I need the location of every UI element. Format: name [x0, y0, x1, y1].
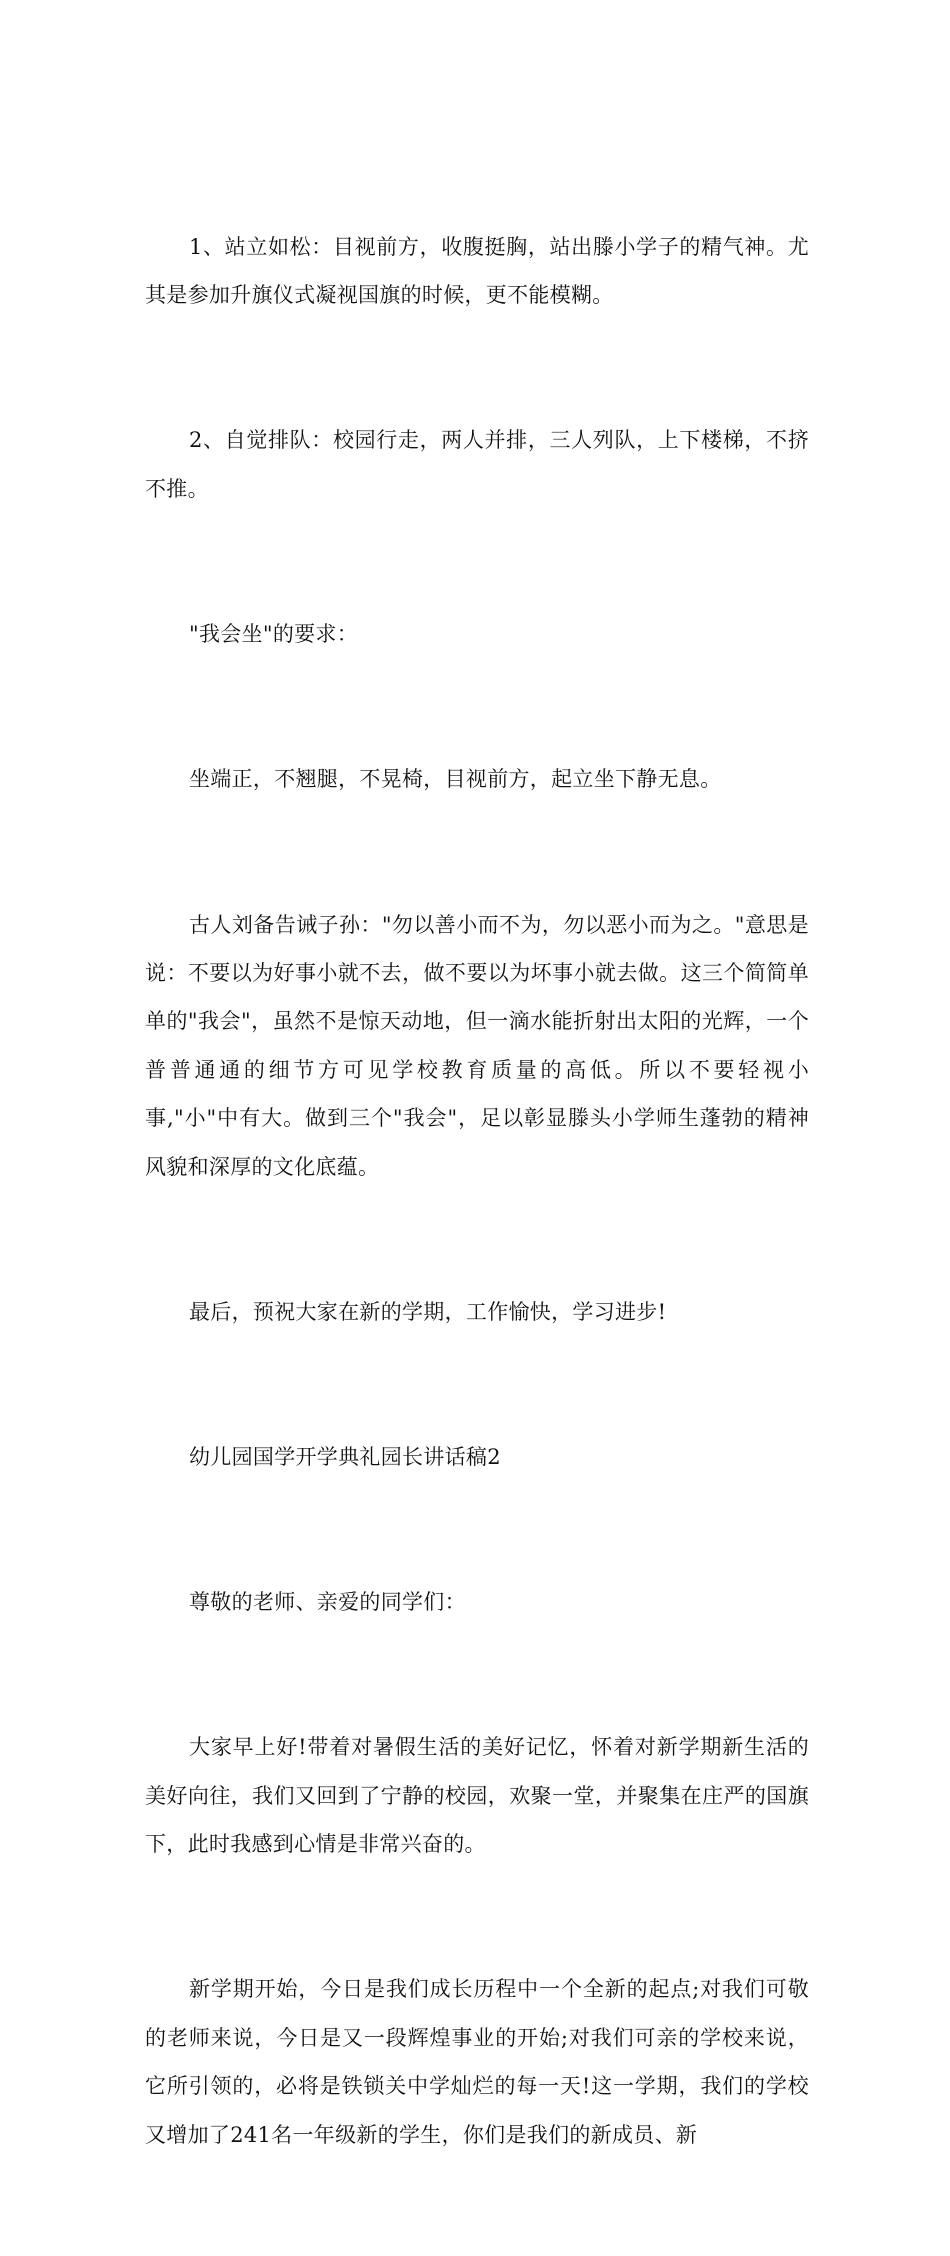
paragraph-6: 最后，预祝大家在新的学期，工作愉快，学习进步! — [189, 1299, 667, 1324]
paragraph-5: 古人刘备告诫子孙："勿以善小而不为，勿以恶小而为之。"意思是说：不要以为好事小就不去，做不要以为坏事小就去做。这三个简简单单的"我会"，虽然不是惊天动地，但一滴水能折射出太阳的光辉，一个普普通通的细节方可见学校教育质量的高低。所以不要轻视小事,"小"中有大。做到三个"我会"，足以彰显滕头小学师生蓬勃的精神风貌和深厚的文化底蕴。 — [145, 912, 809, 1179]
paragraph-2: 2、自觉排队：校园行走，两人并排，三人列队，上下楼梯，不挤不推。 — [145, 428, 809, 501]
salutation: 尊敬的老师、亲爱的同学们： — [189, 1590, 466, 1615]
paragraph-8: 新学期开始，今日是我们成长历程中一个全新的起点;对我们可敬的老师来说，今日是又一段辉煌事业的开始;对我们可亲的学校来说，它所引领的，必将是铁锁关中学灿烂的每一天!这一学期，我们的学校又增加了241名一年级新的学生，你们是我们的新成员、新 — [145, 1977, 809, 2147]
document-body — [145, 126, 809, 2256]
paragraph-3: "我会坐"的要求： — [189, 622, 359, 647]
paragraph-1: 1、站立如松：目视前方，收腹挺胸，站出滕小学子的精气神。尤其是参加升旗仪式凝视国旗的时候，更不能模糊。 — [145, 234, 809, 308]
section-heading: 幼儿园国学开学典礼园长讲话稿2 — [189, 1444, 501, 1469]
paragraph-4: 坐端正，不翘腿，不晃椅，目视前方，起立坐下静无息。 — [189, 767, 722, 792]
paragraph-7: 大家早上好!带着对暑假生活的美好记忆，怀着对新学期新生活的美好向往，我们又回到了宁静的校园，欢聚一堂，并聚集在庄严的国旗下，此时我感到心情是非常兴奋的。 — [145, 1735, 809, 1857]
